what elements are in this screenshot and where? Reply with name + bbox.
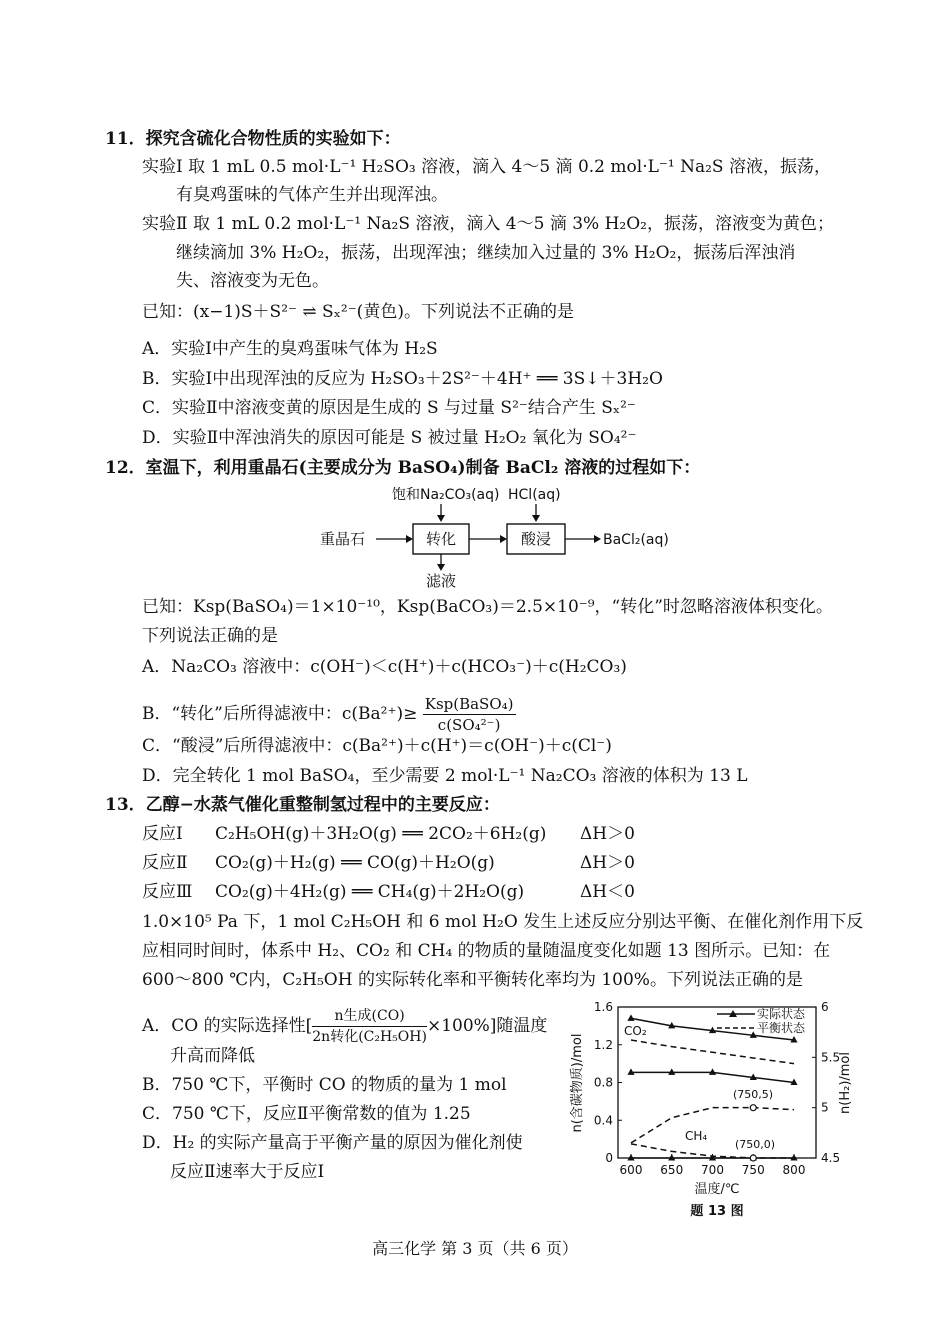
q11-exp2-line2: 继续滴加 3% H₂O₂，振荡，出现浑浊；继续加入过量的 3% H₂O₂，振荡后浑浊消: [176, 243, 796, 263]
y-right-tick-label: 5.5: [821, 1050, 841, 1065]
point-750-5: [750, 1105, 756, 1111]
q12-b-prefix: B．“转化”后所得滤液中：c(Ba²⁺)≥: [142, 704, 418, 724]
annotation-ch4: CH₄: [685, 1129, 708, 1143]
q13-a-denominator: 2n转化(C₂H₅OH): [312, 1029, 427, 1045]
flow-box1-label: 转化: [425, 530, 457, 548]
figure-caption: 题 13 图: [690, 1204, 744, 1219]
q12-option-b: [142, 694, 516, 735]
q11-option-b: B．实验Ⅰ中出现浑浊的反应为 H₂SO₃＋2S²⁻＋4H⁺ ══ 3S↓＋3H₂O: [142, 369, 663, 389]
q13-r1-dh: ΔH＞0: [580, 824, 635, 844]
q13-r3-dh: ΔH＜0: [580, 882, 635, 902]
q13-r2-name: 反应Ⅱ: [142, 853, 188, 873]
q11-stem: 11．探究含硫化合物性质的实验如下：: [105, 129, 401, 149]
q12-ask: 下列说法正确的是: [142, 626, 278, 646]
q11-option-c: C．实验Ⅱ中溶液变黄的原因是生成的 S 与过量 S²⁻结合产生 Sₓ²⁻: [142, 398, 636, 418]
q13-para2: 应相同时间时，体系中 H₂、CO₂ 和 CH₄ 的物质的量随温度变化如题 13 图所示。已知：在: [142, 941, 831, 961]
y-right-tick-label: 6: [821, 1000, 829, 1014]
q13-para3: 600～800 ℃内，C₂H₅OH 的实际转化率和平衡转化率均为 100%。下列说法正确的是: [142, 970, 803, 990]
legend: [717, 1006, 806, 1035]
q12-option-a: A．Na₂CO₃ 溶液中：c(OH⁻)＜c(H⁺)＋c(HCO₃⁻)＋c(H₂CO₃): [142, 657, 627, 677]
q11-option-d: D．实验Ⅱ中浑浊消失的原因可能是 S 被过量 H₂O₂ 氧化为 SO₄²⁻: [142, 428, 637, 448]
q13-a-prefix: A．CO 的实际选择性[: [142, 1016, 313, 1036]
q13-a-fraction: [312, 1006, 427, 1047]
flow-start: 重晶石: [320, 530, 366, 548]
flow-reagent2: HCl(aq): [508, 487, 561, 503]
y-left-label: n(含碳物质)/mol: [570, 1033, 585, 1133]
q13-option-d-line1: D．H₂ 的实际产量高于平衡产量的原因为催化剂使: [142, 1133, 523, 1153]
q11-exp2-line3: 失、溶液变为无色。: [176, 271, 329, 291]
q12-b-numerator: Ksp(BaSO₄): [424, 695, 514, 713]
q13-stem: 13．乙醇−水蒸气催化重整制氢过程中的主要反应：: [105, 795, 500, 815]
q13-para1: 1.0×10⁵ Pa 下，1 mol C₂H₅OH 和 6 mol H₂O 发生上述反应分别达平衡、在催化剂作用下反: [142, 912, 864, 932]
q12-b-fraction: [423, 694, 516, 735]
y-left-tick-label: 0.8: [593, 1075, 613, 1090]
q12-b-denominator: c(SO₄²⁻): [437, 716, 501, 734]
q12-option-c: C．“酸浸”后所得滤液中：c(Ba²⁺)＋c(H⁺)＝c(OH⁻)＋c(Cl⁻): [142, 736, 612, 756]
q13-option-c: C．750 ℃下，反应Ⅱ平衡常数的值为 1.25: [142, 1104, 471, 1124]
x-tick-label: 800: [782, 1163, 806, 1177]
q13-option-a-line2: 升高而降低: [170, 1046, 255, 1066]
x-tick-label: 750: [741, 1163, 765, 1177]
x-tick-label: 650: [660, 1163, 684, 1177]
page-footer: 高三化学 第 3 页（共 6 页）: [372, 1239, 578, 1258]
point-750-0: [750, 1155, 756, 1161]
x-axis-label: 温度/℃: [694, 1182, 740, 1197]
q11-exp2-line1: 实验Ⅱ 取 1 mL 0.2 mol·L⁻¹ Na₂S 溶液，滴入 4～5 滴 3% H₂O₂，振荡，溶液变为黄色；: [142, 214, 834, 234]
q13-a-suffix: ×100%]随温度: [426, 1016, 548, 1036]
y-left-tick-label: 1.6: [593, 1000, 613, 1014]
q13-r3-eq: CO₂(g)＋4H₂(g) ══ CH₄(g)＋2H₂O(g): [215, 882, 525, 902]
x-tick-label: 600: [619, 1163, 643, 1177]
q11-exp1-line1: 实验Ⅰ 取 1 mL 0.5 mol·L⁻¹ H₂SO₃ 溶液，滴入 4～5 滴 0.2 mol·L⁻¹ Na₂S 溶液，振荡，: [142, 157, 831, 177]
y-left-tick-label: 0: [605, 1151, 613, 1165]
q12-flow-diagram: [310, 482, 690, 592]
q13-r2-dh: ΔH＞0: [580, 853, 635, 873]
series-co2-equilibrium-line: [631, 1040, 794, 1064]
q13-option-d-line2: 反应Ⅱ速率大于反应Ⅰ: [170, 1162, 325, 1182]
q13-r1-name: 反应Ⅰ: [142, 824, 183, 844]
flow-reagent1: 饱和Na₂CO₃(aq): [392, 487, 500, 503]
q11-known: 已知：(x−1)S＋S²⁻ ⇌ Sₓ²⁻(黄色)。下列说法不正确的是: [142, 302, 574, 322]
flow-product: BaCl₂(aq): [603, 532, 669, 548]
annotation-750-0: (750,0): [735, 1138, 776, 1151]
q13-r1-eq: C₂H₅OH(g)＋3H₂O(g) ══ 2CO₂＋6H₂(g): [215, 824, 547, 844]
q13-r2-eq: CO₂(g)＋H₂(g) ══ CO(g)＋H₂O(g): [215, 853, 495, 873]
y-right-tick-label: 5: [821, 1100, 829, 1115]
y-left-tick-label: 0.4: [593, 1113, 613, 1128]
series-co2-actual-point: [627, 1014, 634, 1021]
flow-box2-label: 酸浸: [520, 530, 552, 548]
annotation-co2: CO₂: [624, 1024, 647, 1038]
q13-r3-name: 反应Ⅲ: [142, 882, 193, 902]
q12-known: 已知：Ksp(BaSO₄)＝1×10⁻¹⁰，Ksp(BaCO₃)＝2.5×10⁻⁹，“转化”时忽略溶液体积变化。: [142, 597, 833, 617]
y-left-tick-label: 1.2: [593, 1037, 613, 1052]
figure13-chart: [555, 995, 860, 1225]
y-right-label: n(H₂)/mol: [838, 1052, 853, 1114]
q13-option-b: B．750 ℃下，平衡时 CO 的物质的量为 1 mol: [142, 1075, 507, 1095]
q11-exp1-line2: 有臭鸡蛋味的气体产生并出现浑浊。: [176, 185, 448, 205]
legend-actual-label: 实际状态: [757, 1007, 806, 1021]
q12-stem: 12．室温下，利用重晶石(主要成分为 BaSO₄)制备 BaCl₂ 溶液的过程如下：: [105, 458, 701, 478]
flow-waste: 滤液: [425, 572, 457, 590]
y-right-tick-label: 4.5: [821, 1151, 841, 1165]
q11-option-a: A．实验Ⅰ中产生的臭鸡蛋味气体为 H₂S: [142, 339, 438, 359]
annotation-750-5: (750,5): [733, 1088, 774, 1101]
q13-option-a: [142, 1006, 547, 1047]
legend-equilibrium-label: 平衡状态: [757, 1021, 806, 1035]
q12-option-d: D．完全转化 1 mol BaSO₄，至少需要 2 mol·L⁻¹ Na₂CO₃ 溶液的体积为 13 L: [142, 766, 748, 786]
q13-a-numerator: n生成(CO): [312, 1006, 427, 1027]
x-tick-label: 700: [701, 1163, 724, 1177]
